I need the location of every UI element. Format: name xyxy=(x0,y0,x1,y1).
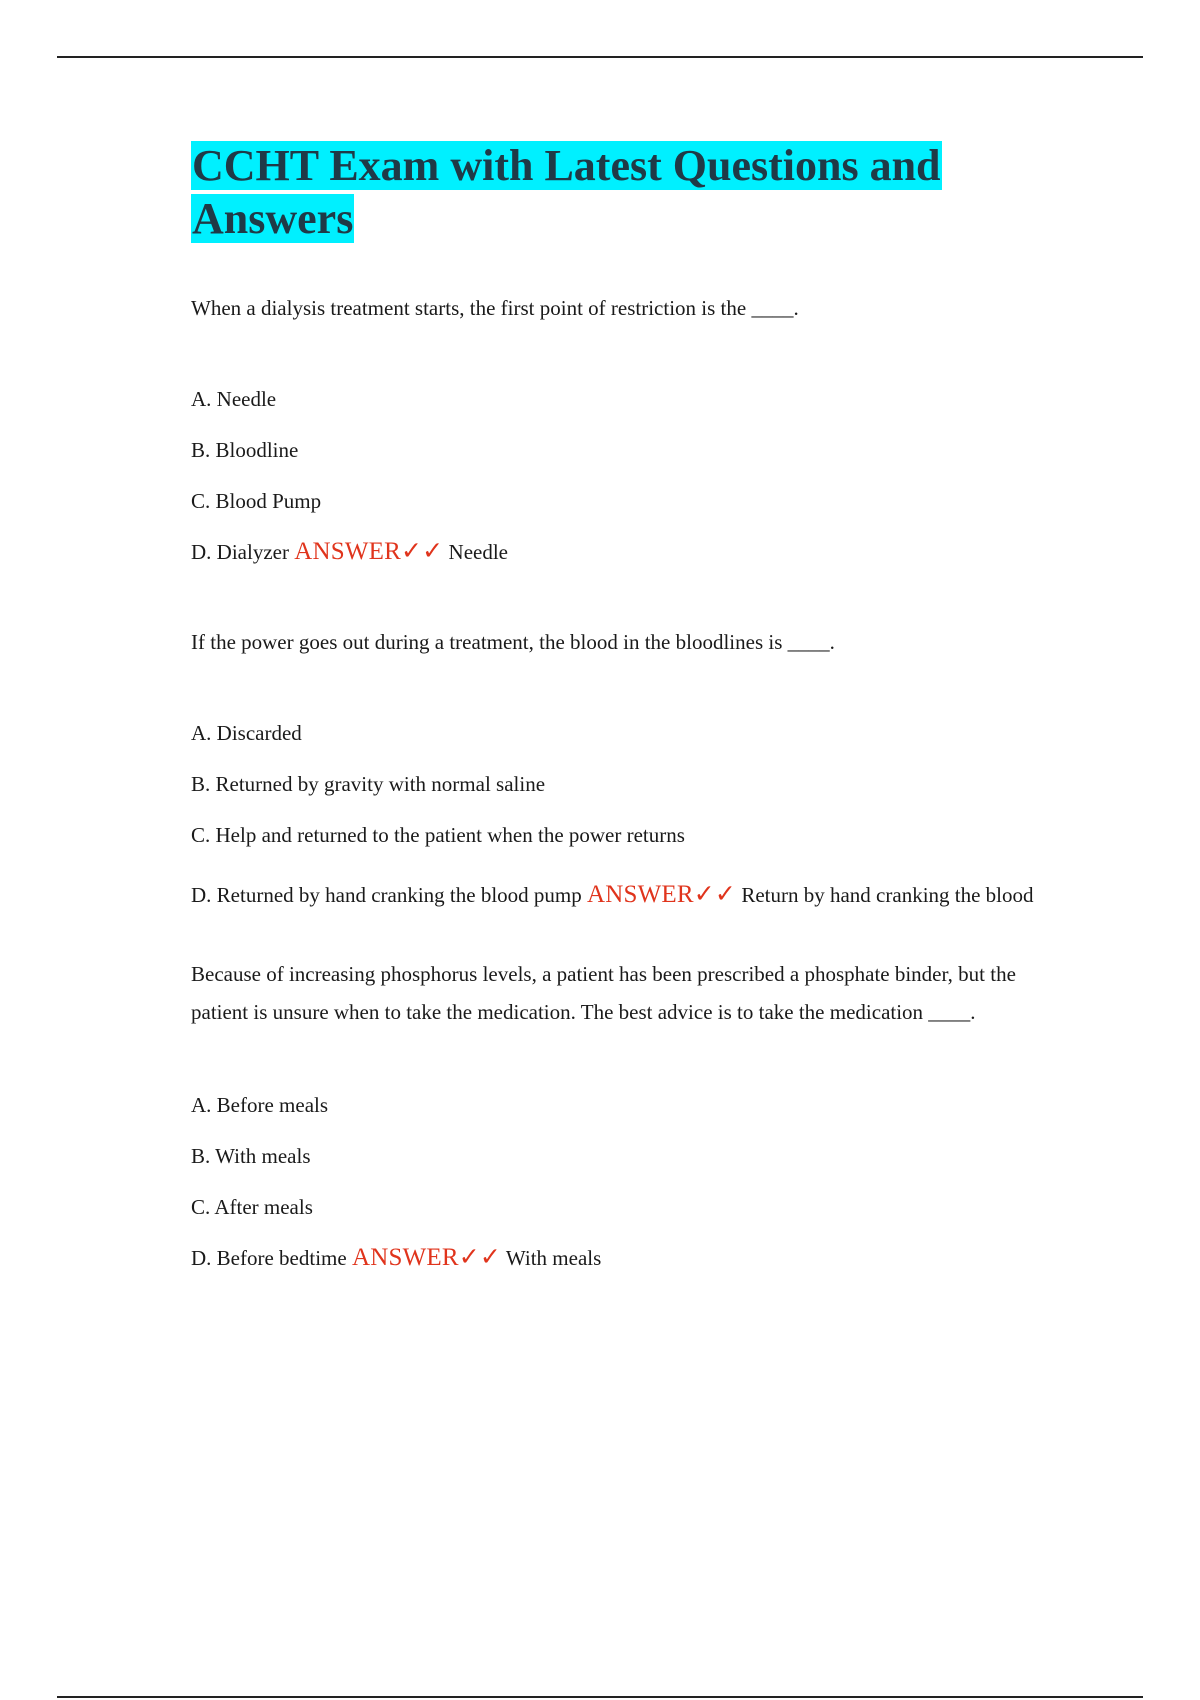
question-prompt: If the power goes out during a treatment, the blood in the bloodlines is ____. xyxy=(191,630,835,654)
option-d: D. Returned by hand cranking the blood pump xyxy=(191,883,582,907)
question-block xyxy=(191,955,1051,1272)
option-list xyxy=(191,719,1051,918)
question-block xyxy=(191,289,1051,566)
answer-text: Needle xyxy=(448,540,508,564)
answer-text: With meals xyxy=(505,1246,602,1270)
option-b: B. With meals xyxy=(191,1144,311,1168)
answer-label: ANSWER✓✓ xyxy=(587,881,737,908)
option-list xyxy=(191,1091,1051,1272)
title-highlight: CCHT Exam with Latest Questions and Answers xyxy=(192,141,941,243)
option-d-with-answer xyxy=(191,538,1051,566)
answer-text: Return by hand cranking the blood xyxy=(741,883,1034,907)
document-title xyxy=(191,139,1051,245)
question-block xyxy=(191,623,1051,918)
header-rule xyxy=(57,56,1143,58)
option-b: B. Bloodline xyxy=(191,438,299,462)
footer-rule xyxy=(57,1696,1143,1698)
option-d-with-answer xyxy=(191,1244,1051,1272)
question-prompt: When a dialysis treatment starts, the first point of restriction is the ____. xyxy=(191,296,799,320)
question-prompt: Because of increasing phosphorus levels, a patient has been prescribed a phosphate binder, but the patient is unsure when to take the medication. The best advice is to take the medication ____. xyxy=(191,962,1016,1024)
option-b: B. Returned by gravity with normal saline xyxy=(191,772,546,796)
option-a: A. Before meals xyxy=(191,1093,329,1117)
option-c: C. After meals xyxy=(191,1195,313,1219)
document-page xyxy=(191,139,1051,1295)
option-a: A. Needle xyxy=(191,387,277,411)
option-d: D. Dialyzer xyxy=(191,540,289,564)
option-c: C. Blood Pump xyxy=(191,489,322,513)
option-d: D. Before bedtime xyxy=(191,1246,347,1270)
answer-label: ANSWER✓✓ xyxy=(351,1244,502,1271)
option-c: C. Help and returned to the patient when the power returns xyxy=(191,823,685,847)
option-list xyxy=(191,385,1051,566)
answer-label: ANSWER✓✓ xyxy=(294,538,444,565)
option-d-with-answer xyxy=(191,872,1051,918)
option-a: A. Discarded xyxy=(191,721,302,745)
